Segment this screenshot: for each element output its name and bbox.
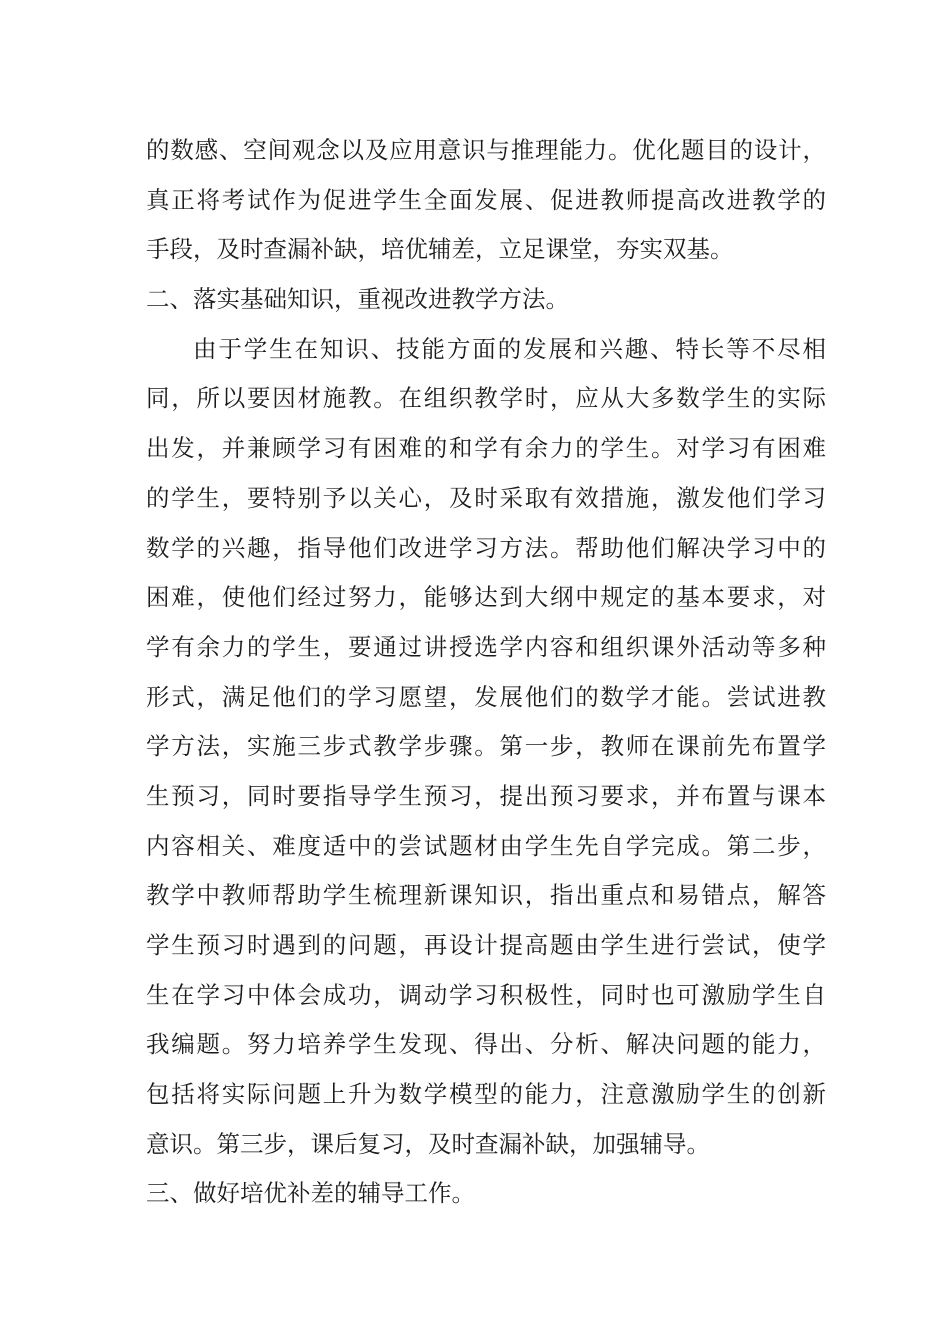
paragraph-line: 出发，并兼顾学习有困难的和学有余力的学生。对学习有困难 (146, 434, 826, 463)
section-heading: 三、做好培优补差的辅导工作。 (146, 1179, 475, 1208)
paragraph-line: 生预习，同时要指导学生预习，提出预习要求，并布置与课本 (146, 781, 826, 810)
paragraph-line: 由于学生在知识、技能方面的发展和兴趣、特长等不尽相 (193, 334, 826, 363)
paragraph-line: 教学中教师帮助学生梳理新课知识，指出重点和易错点，解答 (146, 881, 826, 910)
paragraph-line: 真正将考试作为促进学生全面发展、促进教师提高改进教学的 (146, 185, 826, 214)
paragraph-line: 的数感、空间观念以及应用意识与推理能力。优化题目的设计， (146, 136, 826, 164)
section-heading: 二、落实基础知识，重视改进教学方法。 (146, 285, 569, 314)
paragraph-line: 的学生，要特别予以关心，及时采取有效措施，激发他们学习 (146, 483, 826, 512)
paragraph-line: 学有余力的学生，要通过讲授选学内容和组织课外活动等多种 (146, 632, 826, 661)
paragraph-line: 困难，使他们经过努力，能够达到大纲中规定的基本要求，对 (146, 583, 826, 612)
paragraph-line: 包括将实际问题上升为数学模型的能力，注意激励学生的创新 (146, 1080, 826, 1109)
paragraph-line: 我编题。努力培养学生发现、得出、分析、解决问题的能力， (146, 1030, 826, 1059)
paragraph-line: 形式，满足他们的学习愿望，发展他们的数学才能。尝试进教 (146, 682, 826, 711)
paragraph-line: 意识。第三步，课后复习，及时查漏补缺，加强辅导。 (146, 1129, 710, 1158)
paragraph-line: 学方法，实施三步式教学步骤。第一步，教师在课前先布置学 (146, 732, 826, 761)
paragraph-line: 学生预习时遇到的问题，再设计提高题由学生进行尝试，使学 (146, 931, 826, 959)
paragraph-line: 生在学习中体会成功，调动学习积极性，同时也可激励学生自 (146, 980, 826, 1009)
document-body (146, 126, 826, 1219)
paragraph-line: 内容相关、难度适中的尝试题材由学生先自学完成。第二步， (146, 831, 826, 860)
paragraph-line: 手段，及时查漏补缺，培优辅差，立足课堂，夯实双基。 (146, 235, 734, 264)
paragraph-line: 同，所以要因材施教。在组织教学时，应从大多数学生的实际 (146, 384, 826, 413)
paragraph-line: 数学的兴趣，指导他们改进学习方法。帮助他们解决学习中的 (146, 533, 826, 562)
